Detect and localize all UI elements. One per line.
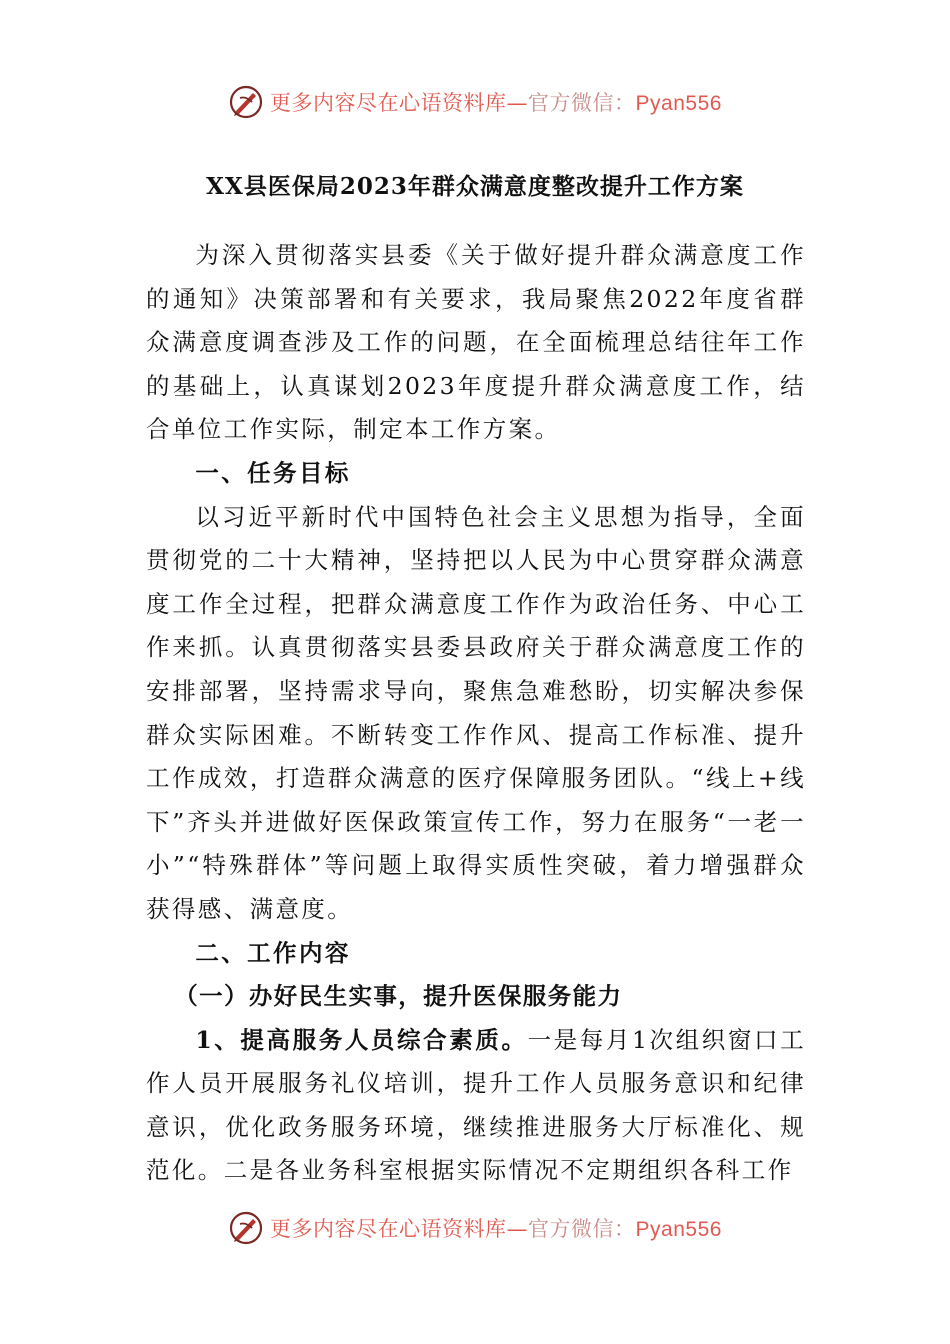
intro-paragraph: 为深入贯彻落实县委《关于做好提升群众满意度工作的通知》决策部署和有关要求，我局聚焦2022年度省群众满意度调查涉及工作的问题，在全面梳理总结往年工作的基础上，认真谋划2023年度提升群众满意度工作，结合单位工作实际，制定本工作方案。	[146, 241, 806, 444]
watermark-footer	[0, 1208, 950, 1248]
section-heading-content: 二、工作内容	[195, 938, 351, 967]
watermark-header	[0, 82, 950, 122]
pen-logo-icon	[228, 1210, 264, 1246]
item-body: 一是每月1次组织窗口工作人员开展服务礼仪培训，提升工作人员服务意识和纪律意识，优化政务服务环境，继续推进服务大厅标准化、规范化。二是各业务科室根据实际情况不定期组织各科工作	[146, 1025, 806, 1185]
section-heading-goals: 一、任务目标	[195, 458, 351, 487]
item-lead: 1、提高服务人员综合素质。	[195, 1025, 528, 1054]
document-body	[146, 234, 806, 1193]
item-paragraph	[146, 1019, 806, 1193]
watermark-text: 更多内容尽在心语资料库—官方微信：Pyan556	[270, 1217, 722, 1241]
watermark-text: 更多内容尽在心语资料库—官方微信：Pyan556	[270, 91, 722, 115]
subsection-heading: （一）办好民生实事，提升医保服务能力	[174, 982, 623, 1011]
pen-logo-icon	[228, 84, 264, 120]
goals-paragraph: 以习近平新时代中国特色社会主义思想为指导，全面贯彻党的二十大精神，坚持把以人民为中心贯穿群众满意度工作全过程，把群众满意度工作作为政治任务、中心工作来抓。认真贯彻落实县委县政府关于群众满意度工作的安排部署，坚持需求导向，聚焦急难愁盼，切实解决参保群众实际困难。不断转变工作作风、提高工作标准、提升工作成效，打造群众满意的医疗保障服务团队。“线上+线下”齐头并进做好医保政策宣传工作，努力在服务“一老一小”“特殊群体”等问题上取得实质性突破，着力增强群众获得感、满意度。	[146, 502, 806, 923]
document-title: XX县医保局2023年群众满意度整改提升工作方案	[206, 173, 744, 200]
